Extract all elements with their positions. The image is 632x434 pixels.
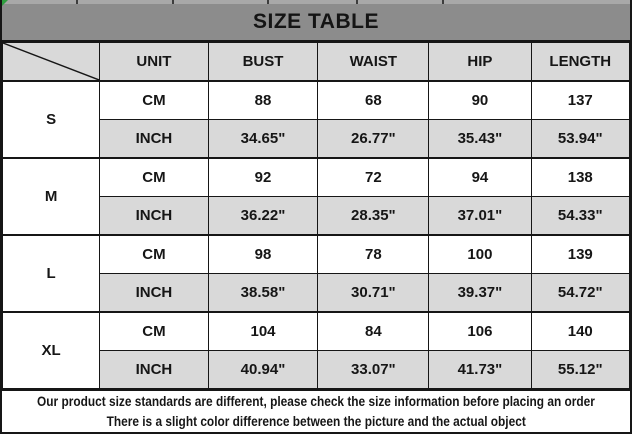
unit-cell-inch: INCH [100,351,208,389]
size-measurements-table [2,42,630,389]
measurement-cell: 68 [318,81,429,120]
measurement-cell: 37.01" [429,197,531,236]
unit-cell-cm: CM [100,81,208,120]
size-label-s: S [3,81,100,158]
spreadsheet-edge-artifact [2,0,630,4]
spreadsheet-corner-marker-icon [2,0,8,6]
footer-line-1: Our product size standards are different, please check the size information before placing an order [37,393,595,409]
gridline-tick [442,0,444,4]
measurement-cell: 94 [429,158,531,197]
gridline-tick [76,0,78,4]
measurement-cell: 139 [531,235,629,274]
size-label-l: L [3,235,100,312]
measurement-cell: 140 [531,312,629,351]
diagonal-header-cell [3,43,100,82]
size-label-m: M [3,158,100,235]
measurement-cell: 72 [318,158,429,197]
column-header-bust: BUST [208,43,318,82]
measurement-cell: 36.22" [208,197,318,236]
measurement-cell: 55.12" [531,351,629,389]
measurement-cell: 98 [208,235,318,274]
measurement-cell: 90 [429,81,531,120]
measurement-cell: 92 [208,158,318,197]
measurement-cell: 78 [318,235,429,274]
header-row [3,43,630,82]
measurement-cell: 137 [531,81,629,120]
unit-cell-cm: CM [100,312,208,351]
footer-line-2: There is a slight color difference between the picture and the actual object [106,413,526,429]
measurement-cell: 88 [208,81,318,120]
unit-cell-cm: CM [100,235,208,274]
footer-note [2,389,630,432]
measurement-cell: 41.73" [429,351,531,389]
unit-cell-cm: CM [100,158,208,197]
column-header-waist: WAIST [318,43,429,82]
measurement-cell: 104 [208,312,318,351]
measurement-cell: 35.43" [429,120,531,159]
measurement-cell: 38.58" [208,274,318,313]
column-header-hip: HIP [429,43,531,82]
table-title: SIZE TABLE [2,4,630,42]
table-row [3,312,630,351]
gridline-tick [172,0,174,4]
table-row [3,235,630,274]
measurement-cell: 34.65" [208,120,318,159]
gridline-tick [267,0,269,4]
measurement-cell: 100 [429,235,531,274]
measurement-cell: 26.77" [318,120,429,159]
measurement-cell: 40.94" [208,351,318,389]
measurement-cell: 138 [531,158,629,197]
size-label-xl: XL [3,312,100,389]
measurement-cell: 54.33" [531,197,629,236]
unit-cell-inch: INCH [100,274,208,313]
measurement-cell: 54.72" [531,274,629,313]
measurement-cell: 30.71" [318,274,429,313]
measurement-cell: 28.35" [318,197,429,236]
measurement-cell: 84 [318,312,429,351]
measurement-cell: 39.37" [429,274,531,313]
measurement-cell: 106 [429,312,531,351]
unit-cell-inch: INCH [100,120,208,159]
measurement-cell: 53.94" [531,120,629,159]
diagonal-line [3,43,99,80]
column-header-length: LENGTH [531,43,629,82]
unit-cell-inch: INCH [100,197,208,236]
column-header-unit: UNIT [100,43,208,82]
table-row [3,158,630,197]
gridline-tick [356,0,358,4]
table-row [3,81,630,120]
measurement-cell: 33.07" [318,351,429,389]
